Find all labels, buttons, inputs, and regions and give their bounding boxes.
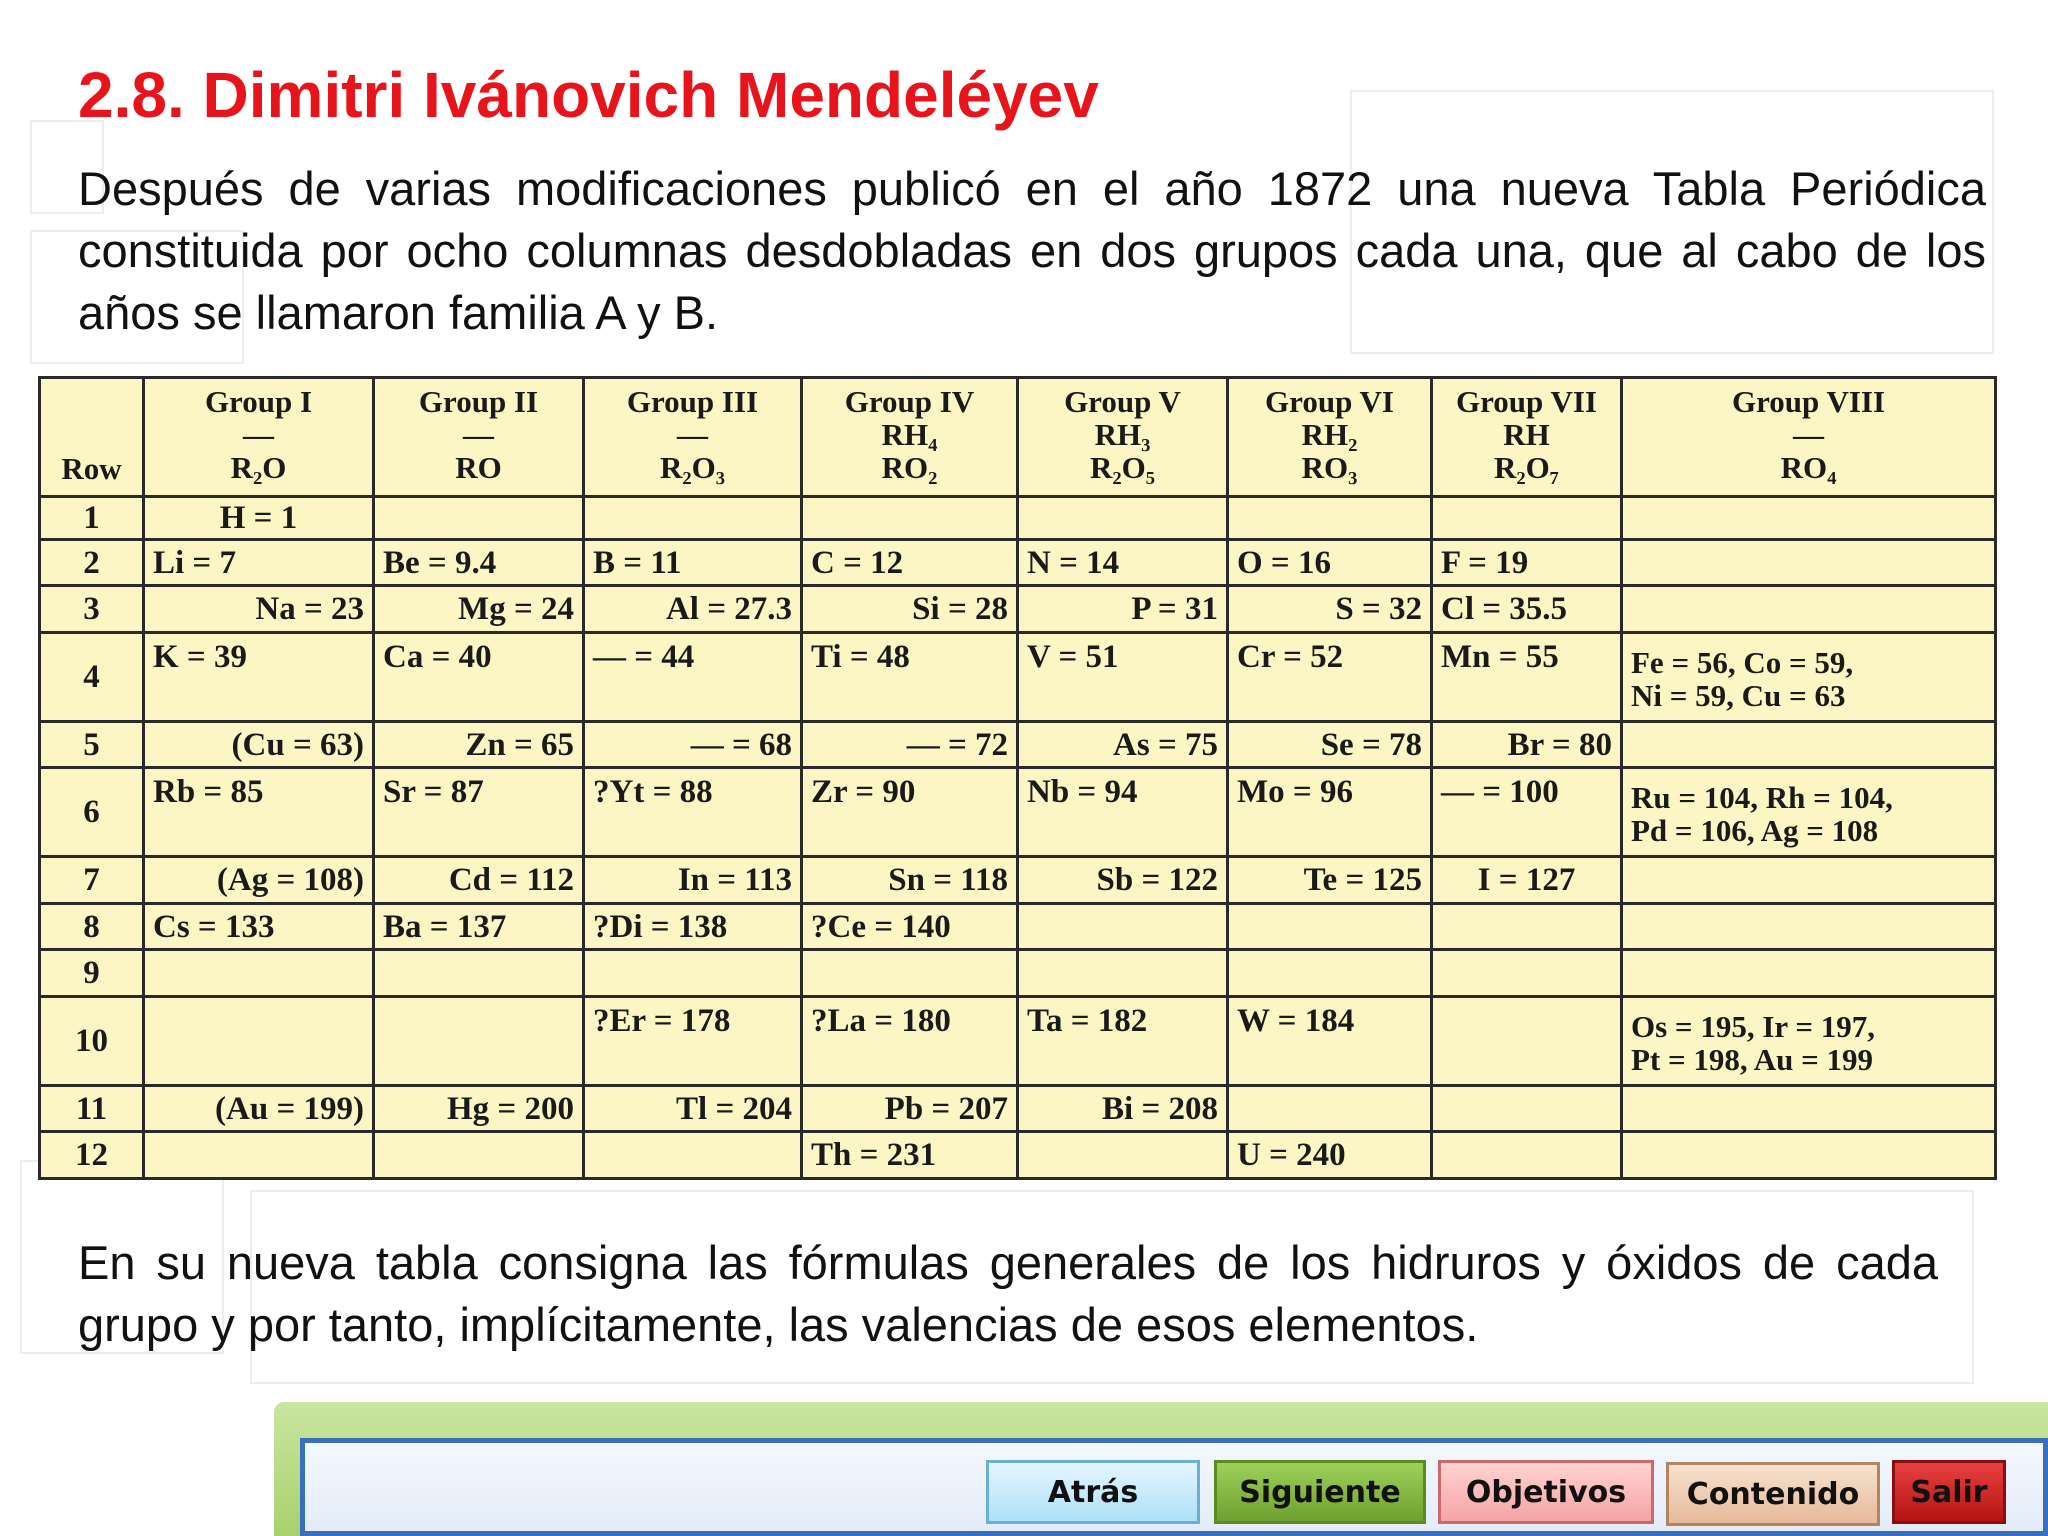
- table-row: [40, 721, 1996, 768]
- group-hydride: —: [1793, 417, 1824, 452]
- element-cell: (Cu = 63): [144, 721, 374, 768]
- group-viii-cell: [1622, 497, 1996, 539]
- group-header: [374, 378, 584, 497]
- group-hydride: —: [243, 417, 274, 452]
- element-cell: Ba = 137: [374, 903, 584, 950]
- element-cell: Tl = 204: [584, 1085, 802, 1132]
- table-row: [40, 768, 1996, 857]
- objectives-button[interactable]: Objetivos: [1438, 1460, 1654, 1524]
- element-cell: [144, 996, 374, 1085]
- element-cell: ?Ce = 140: [802, 903, 1018, 950]
- element-cell: H = 1: [144, 497, 374, 539]
- group-oxide: RO₂: [881, 450, 938, 485]
- element-cell: Mo = 96: [1228, 768, 1432, 857]
- element-cell: U = 240: [1228, 1132, 1432, 1179]
- element-cell: Br = 80: [1432, 721, 1622, 768]
- element-cell: [374, 950, 584, 997]
- group-oxide: R₂O₃: [659, 450, 726, 485]
- element-cell: P = 31: [1018, 586, 1228, 633]
- element-cell: — = 100: [1432, 768, 1622, 857]
- group-viii-cell: [1622, 996, 1996, 1085]
- group-viii-cell: [1622, 857, 1996, 904]
- element-cell: [1018, 1132, 1228, 1179]
- element-cell: [1228, 1085, 1432, 1132]
- element-cell: Cr = 52: [1228, 632, 1432, 721]
- group-header: [1228, 378, 1432, 497]
- table-row: [40, 497, 1996, 539]
- group-name: Group VI: [1265, 384, 1394, 419]
- element-cell: In = 113: [584, 857, 802, 904]
- group-name: Group IV: [844, 384, 975, 419]
- group-oxide: R₂O₅: [1089, 450, 1156, 485]
- element-cell: Ta = 182: [1018, 996, 1228, 1085]
- element-cell: — = 68: [584, 721, 802, 768]
- element-cell: Te = 125: [1228, 857, 1432, 904]
- element-cell: [1228, 903, 1432, 950]
- group-viii-line: Os = 195, Ir = 197,: [1631, 1008, 1876, 1044]
- conclusion-paragraph: En su nueva tabla consigna las fórmulas generales de los hidruros y óxidos de cada grupo y por tanto, implícitamente, las valencias de esos elementos.: [78, 1236, 1938, 1351]
- element-cell: Cd = 112: [374, 857, 584, 904]
- element-cell: [584, 1132, 802, 1179]
- element-cell: S = 32: [1228, 586, 1432, 633]
- element-cell: [144, 950, 374, 997]
- element-cell: [1018, 903, 1228, 950]
- element-cell: Na = 23: [144, 586, 374, 633]
- group-oxide: R₂O₇: [1493, 450, 1560, 485]
- element-cell: Al = 27.3: [584, 586, 802, 633]
- element-cell: [1228, 497, 1432, 539]
- group-viii-cell: [1622, 950, 1996, 997]
- group-name: Group VIII: [1731, 384, 1886, 419]
- element-cell: [1018, 950, 1228, 997]
- group-viii-cell: [1622, 903, 1996, 950]
- element-cell: Hg = 200: [374, 1085, 584, 1132]
- element-cell: [1432, 996, 1622, 1085]
- slide-title: 2.8. Dimitri Ivánovich Mendeléyev: [78, 59, 1099, 131]
- element-cell: [1432, 903, 1622, 950]
- group-hydride: —: [677, 417, 708, 452]
- next-button[interactable]: Siguiente: [1214, 1460, 1426, 1524]
- element-cell: [1432, 497, 1622, 539]
- group-oxide: RO₃: [1301, 450, 1358, 485]
- table-row: [40, 632, 1996, 721]
- group-header: [144, 378, 374, 497]
- element-cell: [144, 1132, 374, 1179]
- back-button[interactable]: Atrás: [986, 1460, 1200, 1524]
- element-cell: Th = 231: [802, 1132, 1018, 1179]
- table-row: [40, 903, 1996, 950]
- exit-button[interactable]: Salir: [1892, 1460, 2006, 1524]
- group-viii-line: Ni = 59, Cu = 63: [1631, 677, 1846, 713]
- element-cell: Se = 78: [1228, 721, 1432, 768]
- group-oxide: R₂O: [230, 450, 287, 485]
- row-number: 2: [40, 539, 144, 586]
- mendeleev-table: [38, 376, 1997, 1180]
- element-cell: [1432, 1085, 1622, 1132]
- intro-paragraph: Después de varias modificaciones publicó en el año 1872 una nueva Tabla Periódica constituida por ocho columnas desdobladas en dos grupos cada una, que al cabo de los años se llamaron familia A y B.: [78, 162, 1986, 339]
- group-name: Group I: [204, 384, 313, 419]
- element-cell: Pb = 207: [802, 1085, 1018, 1132]
- group-viii-cell: [1622, 632, 1996, 721]
- group-viii-cell: [1622, 1085, 1996, 1132]
- group-oxide: RO: [455, 450, 502, 485]
- element-cell: [584, 950, 802, 997]
- row-number: 12: [40, 1132, 144, 1179]
- table-row: [40, 996, 1996, 1085]
- element-cell: (Au = 199): [144, 1085, 374, 1132]
- row-number: 4: [40, 632, 144, 721]
- element-cell: Be = 9.4: [374, 539, 584, 586]
- element-cell: [1228, 950, 1432, 997]
- group-viii-cell: [1622, 768, 1996, 857]
- element-cell: Nb = 94: [1018, 768, 1228, 857]
- group-hydride: RH₄: [881, 417, 938, 452]
- element-cell: Rb = 85: [144, 768, 374, 857]
- group-viii-cell: [1622, 721, 1996, 768]
- group-header: [1622, 378, 1996, 497]
- element-cell: I = 127: [1432, 857, 1622, 904]
- element-cell: W = 184: [1228, 996, 1432, 1085]
- element-cell: As = 75: [1018, 721, 1228, 768]
- row-number: 3: [40, 586, 144, 633]
- element-cell: Cl = 35.5: [1432, 586, 1622, 633]
- element-cell: C = 12: [802, 539, 1018, 586]
- element-cell: Sr = 87: [374, 768, 584, 857]
- element-cell: Sb = 122: [1018, 857, 1228, 904]
- group-viii-cell: [1622, 1132, 1996, 1179]
- element-cell: Cs = 133: [144, 903, 374, 950]
- element-cell: [802, 950, 1018, 997]
- element-cell: — = 72: [802, 721, 1018, 768]
- group-name: Group II: [418, 384, 539, 419]
- element-cell: N = 14: [1018, 539, 1228, 586]
- group-header: [1432, 378, 1622, 497]
- element-cell: F = 19: [1432, 539, 1622, 586]
- element-cell: ?Er = 178: [584, 996, 802, 1085]
- row-number: 11: [40, 1085, 144, 1132]
- group-viii-line: Ru = 104, Rh = 104,: [1631, 780, 1893, 816]
- element-cell: O = 16: [1228, 539, 1432, 586]
- group-header: [584, 378, 802, 497]
- element-cell: Ti = 48: [802, 632, 1018, 721]
- element-cell: [584, 497, 802, 539]
- element-cell: Zn = 65: [374, 721, 584, 768]
- row-number: 7: [40, 857, 144, 904]
- element-cell: V = 51: [1018, 632, 1228, 721]
- table-row: [40, 586, 1996, 633]
- element-cell: B = 11: [584, 539, 802, 586]
- element-cell: [374, 1132, 584, 1179]
- row-number: 8: [40, 903, 144, 950]
- group-name: Group V: [1064, 384, 1181, 419]
- group-viii-line: Fe = 56, Co = 59,: [1631, 644, 1854, 680]
- group-hydride: RH: [1503, 417, 1550, 452]
- element-cell: [802, 497, 1018, 539]
- row-number: 1: [40, 497, 144, 539]
- group-hydride: RH₃: [1094, 417, 1151, 452]
- element-cell: [1018, 497, 1228, 539]
- element-cell: ?Yt = 88: [584, 768, 802, 857]
- table-row: [40, 1132, 1996, 1179]
- element-cell: (Ag = 108): [144, 857, 374, 904]
- table-row: [40, 1085, 1996, 1132]
- element-cell: Zr = 90: [802, 768, 1018, 857]
- table-header-row: [40, 378, 1996, 497]
- element-cell: Sn = 118: [802, 857, 1018, 904]
- element-cell: Bi = 208: [1018, 1085, 1228, 1132]
- element-cell: K = 39: [144, 632, 374, 721]
- element-cell: [374, 497, 584, 539]
- element-cell: — = 44: [584, 632, 802, 721]
- contents-button[interactable]: Contenido: [1666, 1462, 1880, 1526]
- group-viii-line: Pd = 106, Ag = 108: [1631, 813, 1879, 849]
- group-oxide: RO₄: [1780, 450, 1837, 485]
- element-cell: ?La = 180: [802, 996, 1018, 1085]
- group-name: Group III: [626, 384, 759, 419]
- element-cell: ?Di = 138: [584, 903, 802, 950]
- group-hydride: RH₂: [1301, 417, 1358, 452]
- group-header: [802, 378, 1018, 497]
- element-cell: Ca = 40: [374, 632, 584, 721]
- element-cell: Si = 28: [802, 586, 1018, 633]
- element-cell: Li = 7: [144, 539, 374, 586]
- row-number: 6: [40, 768, 144, 857]
- group-hydride: —: [463, 417, 494, 452]
- row-number: 5: [40, 721, 144, 768]
- table-row: [40, 950, 1996, 997]
- group-viii-cell: [1622, 539, 1996, 586]
- element-cell: Mg = 24: [374, 586, 584, 633]
- row-column-header: Row: [40, 378, 144, 497]
- group-viii-cell: [1622, 586, 1996, 633]
- group-header: [1018, 378, 1228, 497]
- row-number: 9: [40, 950, 144, 997]
- group-viii-line: Pt = 198, Au = 199: [1631, 1041, 1874, 1077]
- table-row: [40, 857, 1996, 904]
- element-cell: [1432, 1132, 1622, 1179]
- table-row: [40, 539, 1996, 586]
- group-name: Group VII: [1456, 384, 1597, 419]
- element-cell: [1432, 950, 1622, 997]
- row-number: 10: [40, 996, 144, 1085]
- element-cell: Mn = 55: [1432, 632, 1622, 721]
- element-cell: [374, 996, 584, 1085]
